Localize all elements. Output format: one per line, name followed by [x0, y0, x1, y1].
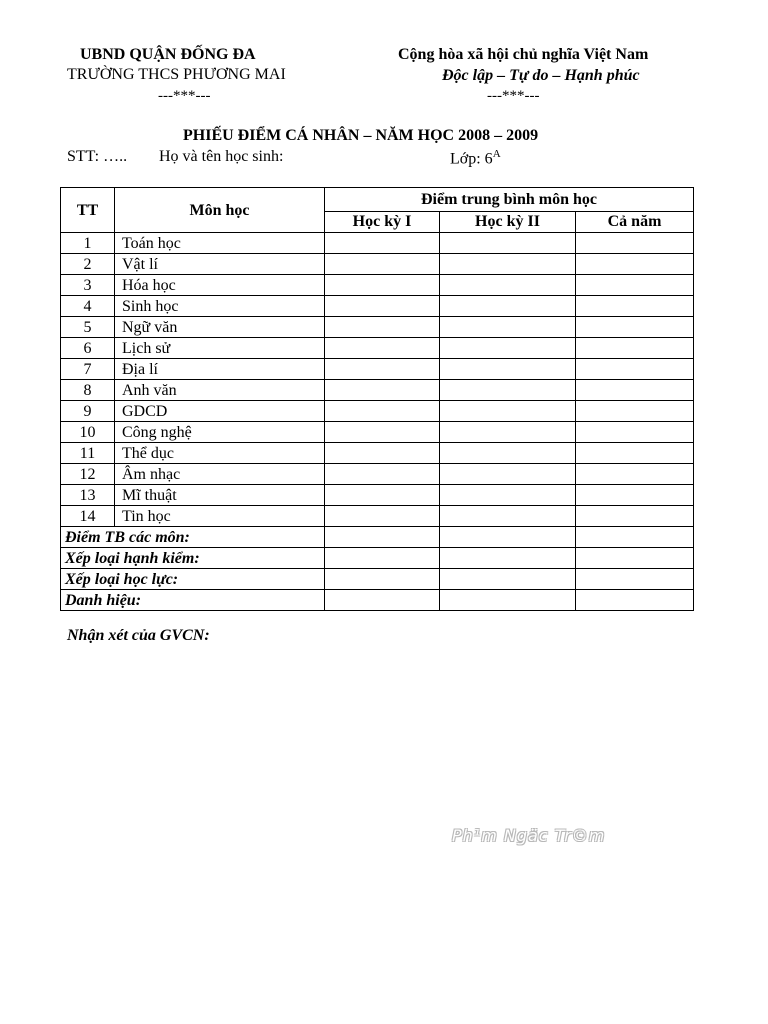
watermark-text: Ph¹m Ngäc Tr©m: [452, 826, 606, 845]
summary-row: [61, 569, 694, 590]
summary-row: [61, 590, 694, 611]
semester-1-score: [325, 380, 440, 401]
semester-2-score: [440, 275, 576, 296]
row-number: 1: [61, 233, 115, 254]
subject-name: Sinh học: [115, 296, 325, 317]
summary-full-year: [576, 527, 694, 548]
semester-2-score: [440, 506, 576, 527]
class-suffix: A: [492, 148, 501, 160]
semester-2-score: [440, 359, 576, 380]
header-average-group: Điểm trung bình môn học: [325, 188, 694, 212]
semester-2-score: [440, 317, 576, 338]
full-year-score: [576, 485, 694, 506]
subject-name: Vật lí: [115, 254, 325, 275]
subject-row: [61, 464, 694, 485]
full-year-score: [576, 338, 694, 359]
summary-semester-1: [325, 590, 440, 611]
class-label: [450, 148, 501, 168]
subject-name: Anh văn: [115, 380, 325, 401]
subject-name: Ngữ văn: [115, 317, 325, 338]
document-title: PHIẾU ĐIỂM CÁ NHÂN – NĂM HỌC 2008 – 2009: [183, 127, 539, 144]
national-motto: Độc lập – Tự do – Hạnh phúc: [442, 67, 640, 84]
subject-name: Địa lí: [115, 359, 325, 380]
summary-full-year: [576, 590, 694, 611]
semester-1-score: [325, 317, 440, 338]
subject-row: [61, 338, 694, 359]
subject-name: Công nghệ: [115, 422, 325, 443]
semester-1-score: [325, 443, 440, 464]
semester-2-score: [440, 422, 576, 443]
row-number: 12: [61, 464, 115, 485]
full-year-score: [576, 380, 694, 401]
semester-1-score: [325, 359, 440, 380]
semester-2-score: [440, 296, 576, 317]
row-number: 10: [61, 422, 115, 443]
summary-semester-2: [440, 569, 576, 590]
row-number: 2: [61, 254, 115, 275]
summary-label: Xếp loại hạnh kiểm:: [61, 548, 325, 569]
semester-1-score: [325, 401, 440, 422]
subject-name: Thể dục: [115, 443, 325, 464]
summary-row: [61, 548, 694, 569]
semester-2-score: [440, 233, 576, 254]
full-year-score: [576, 296, 694, 317]
full-year-score: [576, 506, 694, 527]
summary-semester-2: [440, 548, 576, 569]
semester-2-score: [440, 254, 576, 275]
header-semester-1: Học kỳ I: [325, 211, 440, 232]
left-divider-stars: ---***---: [158, 88, 211, 104]
subject-row: [61, 254, 694, 275]
class-value: Lớp: 6: [450, 150, 493, 168]
full-year-score: [576, 275, 694, 296]
summary-row: [61, 527, 694, 548]
semester-2-score: [440, 464, 576, 485]
subject-name: GDCD: [115, 401, 325, 422]
subject-row: [61, 422, 694, 443]
summary-label: Điểm TB các môn:: [61, 527, 325, 548]
country-name: Cộng hòa xã hội chủ nghĩa Việt Nam: [398, 46, 649, 63]
subject-row: [61, 485, 694, 506]
semester-1-score: [325, 422, 440, 443]
subject-name: Toán học: [115, 233, 325, 254]
row-number: 13: [61, 485, 115, 506]
summary-full-year: [576, 569, 694, 590]
row-number: 11: [61, 443, 115, 464]
semester-2-score: [440, 401, 576, 422]
summary-label: Xếp loại học lực:: [61, 569, 325, 590]
school-name: TRƯỜNG THCS PHƯƠNG MAI: [67, 66, 286, 83]
full-year-score: [576, 401, 694, 422]
summary-semester-2: [440, 590, 576, 611]
subject-row: [61, 317, 694, 338]
summary-full-year: [576, 548, 694, 569]
row-number: 5: [61, 317, 115, 338]
full-year-score: [576, 464, 694, 485]
subject-name: Lịch sử: [115, 338, 325, 359]
summary-semester-1: [325, 548, 440, 569]
subject-name: Hóa học: [115, 275, 325, 296]
subject-row: [61, 359, 694, 380]
row-number: 8: [61, 380, 115, 401]
grade-table: [60, 187, 694, 611]
semester-1-score: [325, 338, 440, 359]
full-year-score: [576, 422, 694, 443]
student-name-label: Họ và tên học sinh:: [159, 148, 284, 165]
district-name: UBND QUẬN ĐỐNG ĐA: [80, 46, 256, 63]
semester-2-score: [440, 443, 576, 464]
row-number: 7: [61, 359, 115, 380]
semester-1-score: [325, 275, 440, 296]
subject-name: Tin học: [115, 506, 325, 527]
summary-semester-2: [440, 527, 576, 548]
right-divider-stars: ---***---: [487, 88, 540, 104]
subject-row: [61, 443, 694, 464]
semester-2-score: [440, 338, 576, 359]
subject-row: [61, 401, 694, 422]
subject-name: Âm nhạc: [115, 464, 325, 485]
semester-1-score: [325, 296, 440, 317]
subject-row: [61, 506, 694, 527]
header-subject: Môn học: [115, 188, 325, 233]
summary-semester-1: [325, 527, 440, 548]
teacher-comment-label: Nhận xét của GVCN:: [67, 627, 210, 644]
header-full-year: Cả năm: [576, 211, 694, 232]
semester-1-score: [325, 464, 440, 485]
subject-row: [61, 275, 694, 296]
row-number: 3: [61, 275, 115, 296]
semester-2-score: [440, 380, 576, 401]
stt-field: STT: …..: [67, 148, 128, 165]
full-year-score: [576, 359, 694, 380]
full-year-score: [576, 233, 694, 254]
semester-1-score: [325, 254, 440, 275]
row-number: 4: [61, 296, 115, 317]
subject-row: [61, 233, 694, 254]
semester-1-score: [325, 506, 440, 527]
row-number: 6: [61, 338, 115, 359]
full-year-score: [576, 254, 694, 275]
full-year-score: [576, 317, 694, 338]
header-tt: TT: [61, 188, 115, 233]
semester-2-score: [440, 485, 576, 506]
full-year-score: [576, 443, 694, 464]
row-number: 14: [61, 506, 115, 527]
summary-label: Danh hiệu:: [61, 590, 325, 611]
subject-name: Mĩ thuật: [115, 485, 325, 506]
semester-1-score: [325, 485, 440, 506]
subject-row: [61, 380, 694, 401]
row-number: 9: [61, 401, 115, 422]
semester-1-score: [325, 233, 440, 254]
summary-semester-1: [325, 569, 440, 590]
header-semester-2: Học kỳ II: [440, 211, 576, 232]
subject-row: [61, 296, 694, 317]
